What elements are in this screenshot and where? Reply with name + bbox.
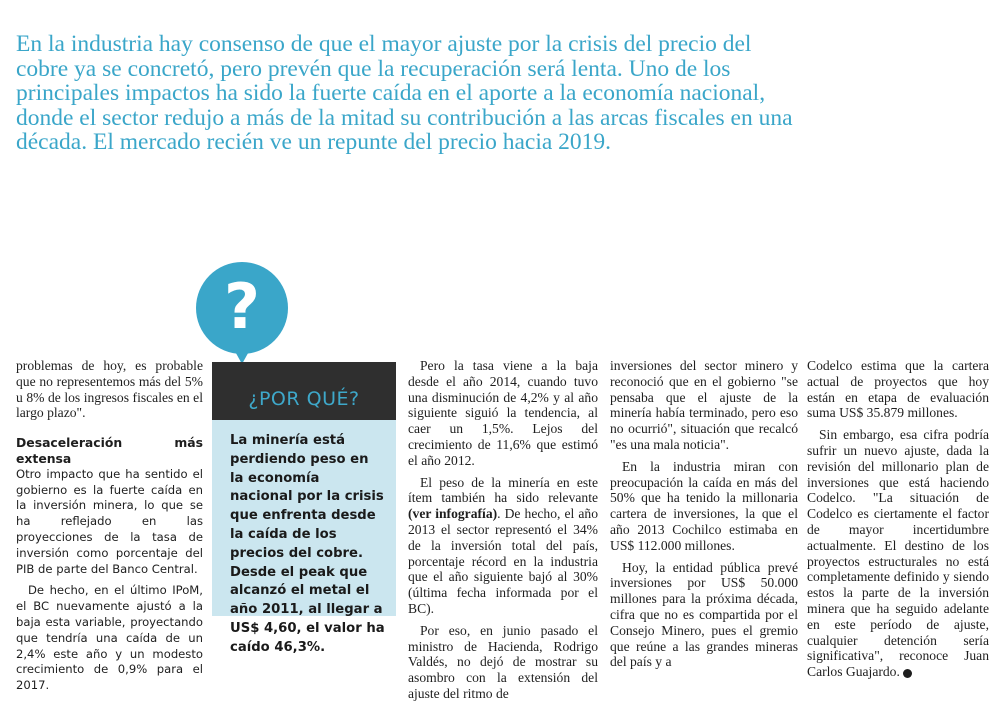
por-que-body-box <box>212 420 396 655</box>
article-column-4 <box>610 358 798 676</box>
col3-p2-text-c: . De hecho, el año 2013 el sector representó el 34% de la inversión total del país, porcentaje récord en la industria que el año siguiente bajó al 30% (última fecha informada por el BC). <box>408 506 598 616</box>
por-que-header-box <box>212 362 396 420</box>
infografia-reference: (ver infografía) <box>408 506 498 522</box>
section-subhead: Desaceleración más extensa <box>16 435 203 466</box>
por-que-label: ¿POR QUÉ? <box>248 388 360 410</box>
col5-paragraph-1: Codelco estima que la cartera actual de proyectos que hoy están en etapa de evaluación suma US$ 35.879 millones. <box>807 358 989 421</box>
lead-paragraph: En la industria hay consenso de que el mayor ajuste por la crisis del precio del cobre ya se concretó, pero prevén que la recuperación será lenta. Uno de los principales impactos ha sido la fuerte caída en el aporte a la economía nacional, donde el sector redujo a más de la mitad su contribución a las arcas fiscales en una década. El mercado recién ve un repunte del precio hacia 2019. <box>16 31 793 156</box>
col4-paragraph-3: Hoy, la entidad pública prevé inversiones por US$ 50.000 millones para la próxima década, cifra que no es compartida por el Consejo Minero, pues el gremio que reúne a las grandes mineras del país y a <box>610 559 798 670</box>
col5-paragraph-2 <box>807 427 989 680</box>
question-mark-icon <box>196 262 288 366</box>
article-column-1 <box>16 358 203 700</box>
col4-paragraph-2: En la industria miran con preocupación la caída en más del 50% que ha tenido la millonaria cartera de inversiones, la que el año 2013 Cochilco estimaba en US$ 112.000 millones. <box>610 458 798 553</box>
col4-paragraph-1: inversiones del sector minero y reconoció que en el gobierno "se pensaba que el ajuste de la minería había terminado, pero eso no ocurrió", situación que recalcó "es una mala noticia". <box>610 358 798 452</box>
end-of-article-icon <box>903 669 912 678</box>
col3-paragraph-1: Pero la tasa viene a la baja desde el año 2014, cuando tuvo una disminución de 4,2% y al año siguiente siguió la tendencia, al caer un 1,5%. Lejos del crecimiento de 11,6% que estimó el año 2012. <box>408 358 598 468</box>
article-column-3 <box>408 358 598 708</box>
col3-paragraph-3: Por eso, en junio pasado el ministro de Hacienda, Rodrigo Valdés, no dejó de mostrar su asombro con la extensión del ajuste del ritmo de <box>408 622 598 701</box>
col5-p2-text: Sin embargo, esa cifra podría sufrir un nuevo ajuste, dada la revisión del millonario plan de inversiones que está haciendo Codelco. "La situación de Codelco es ciertamente el factor de mayor incertidumbre actualmente. El destino de los proyectos estructurales no está completamente definido y siendo estos la parte de la inversión minera que ha seguido adelante en este período de ajuste, cualquier detención sería significativa", reconoce Juan Carlos Guajardo. <box>807 427 989 680</box>
article-column-5 <box>807 358 989 686</box>
por-que-text: La minería está perdiendo peso en la economía nacional por la crisis que enfrenta desde la caída de los precios del cobre. Desde el peak que alcanzó el metal el año 2011, al llegar a US$ 4,60, el valor ha caído 46,3%. <box>230 433 385 655</box>
col3-p2-text-a: El peso de la minería en este ítem también ha sido relevante <box>408 474 598 506</box>
col3-paragraph-2 <box>408 475 598 617</box>
col1-paragraph-3: De hecho, en el último IPoM, el BC nuevamente ajustó a la baja esta variable, proyectando que tendría una caída de un 2,4% este año y un modesto crecimiento de 0,9% para el 2017. <box>16 583 203 693</box>
col1-paragraph-1: problemas de hoy, es probable que no representemos más del 5% u 8% de los ingresos fiscales en el largo plazo". <box>16 358 203 421</box>
col1-paragraph-2: Otro impacto que ha sentido el gobierno es la fuerte caída en la inversión minera, lo que se ha reflejado en las proyecciones de la tasa de inversión como porcentaje del PIB de parte del Banco Central. <box>16 466 203 576</box>
question-mark-glyph: ? <box>224 270 260 343</box>
